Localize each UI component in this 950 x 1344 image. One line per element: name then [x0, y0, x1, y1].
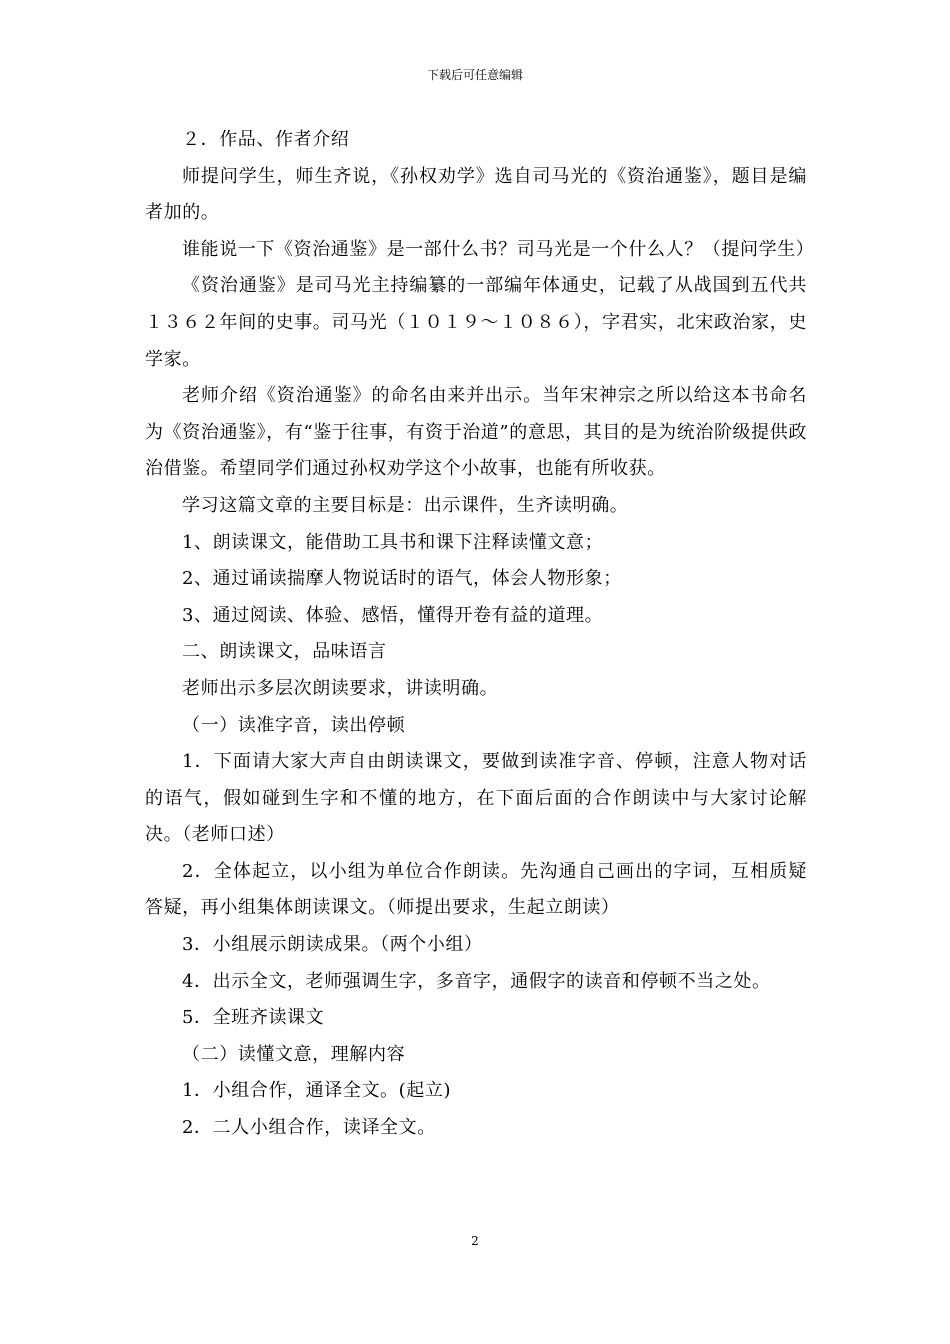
page-header: 下载后可任意编辑: [426, 68, 523, 82]
paragraph: 老师出示多层次朗读要求，讲读明确。: [182, 677, 499, 699]
list-item: 3、通过阅读、体验、感悟，懂得开卷有益的道理。: [182, 604, 604, 626]
list-item: 1．下面请大家大声自由朗读课文，要做到读准字音、停顿，注意人物对话的语气，假如碰到生字和不懂的地方，在下面后面的合作朗读中与大家讨论解决。（老师口述）: [145, 751, 807, 846]
paragraph: 师提问学生，师生齐说，《孙权劝学》选自司马光的《资治通鉴》，题目是编者加的。: [145, 165, 807, 224]
section-heading: ２．作品、作者介绍: [182, 129, 350, 150]
paragraph: 谁能说一下《资治通鉴》是一部什么书？司马光是一个什么人？（提问学生）: [182, 238, 815, 260]
list-item: 3．小组展示朗读成果。（两个小组）: [182, 934, 483, 956]
list-item: 5．全班齐读课文: [182, 1007, 325, 1029]
paragraph: 《资治通鉴》是司马光主持编纂的一部编年体通史，记载了从战国到五代共１３６２年间的史事。司马光（１０１９～１０８６），字君实，北宋政治家，史学家。: [145, 275, 807, 370]
list-item: 2、通过诵读揣摩人物说话时的语气，体会人物形象；: [182, 568, 622, 590]
list-item: 1、朗读课文，能借助工具书和课下注释读懂文意；: [182, 531, 604, 553]
paragraph: 学习这篇文章的主要目标是：出示课件，生齐读明确。: [182, 494, 629, 516]
list-item: 2．全体起立，以小组为单位合作朗读。先沟通自己画出的字词，互相质疑答疑，再小组集体朗读课文。（师提出要求，生起立朗读）: [145, 860, 807, 919]
subsection-heading: （二）读懂文意，理解内容: [182, 1043, 406, 1065]
list-item: 4．出示全文，老师强调生字，多音字，通假字的读音和停顿不当之处。: [182, 970, 771, 992]
subsection-heading: （一）读准字音，读出停顿: [182, 714, 406, 736]
section-heading: 二、朗读课文，品味语言: [182, 641, 387, 663]
document-body: [145, 122, 815, 1147]
page-number: 2: [471, 1234, 479, 1248]
paragraph: 老师介绍《资治通鉴》的命名由来并出示。当年宋神宗之所以给这本书命名为《资治通鉴》，有“鉴于往事，有资于治道”的意思，其目的是为统治阶级提供政治借鉴。希望同学们通过孙权劝学这个小故事，也能有所收获。: [145, 385, 807, 480]
list-item: 1．小组合作，通译全文。(起立): [182, 1080, 452, 1102]
list-item: 2．二人小组合作，读译全文。: [182, 1117, 436, 1139]
